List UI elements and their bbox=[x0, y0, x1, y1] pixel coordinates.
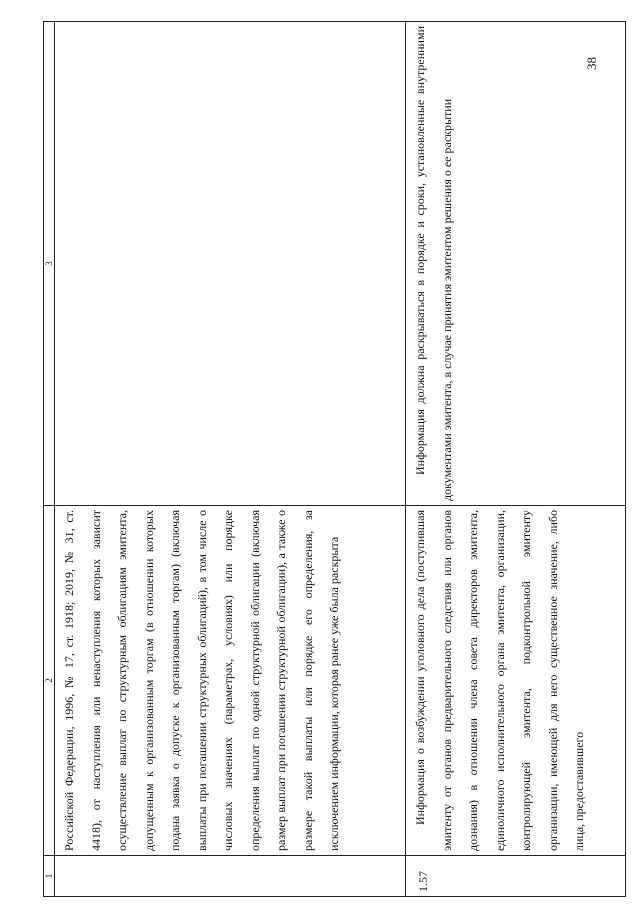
row-number: 1.57 bbox=[406, 856, 626, 897]
row-number bbox=[55, 856, 406, 897]
table-row bbox=[55, 22, 406, 897]
row-disclosure-rule: Информация должна раскрываться в порядке и сроки, установленные внутренними документами эмитента, в случае принятия эмитентом решения о ее раскрытии bbox=[406, 22, 626, 506]
rotated-table-wrapper bbox=[43, 26, 586, 897]
header-col-1: 1 bbox=[44, 856, 55, 897]
disclosure-table bbox=[43, 21, 626, 897]
page-number: 38 bbox=[584, 57, 599, 70]
row-disclosure-rule bbox=[55, 22, 406, 506]
header-col-3: 3 bbox=[44, 22, 55, 506]
table-header-row bbox=[44, 22, 55, 897]
row-description: Российской Федерации, 1996, № 17, ст. 1918; 2019, № 31, ст. 4418), от наступления или ненаступления которых зависит осуществление выплат по структурным облигациям эмитента, допущенным к организованным торгам (в отношении которых подана заявка о допуске к организованным торгам) (включая выплаты при погашении структурных облигаций), в том числе о числовых значениях (параметрах, условиях) или порядке определения выплат по одной структурной облигации (включая размер выплат при погашении структурной облигации), а также о размере такой выплаты или порядке его определения, за исключением информации, которая ранее уже была раскрыта bbox=[55, 506, 406, 856]
header-col-2: 2 bbox=[44, 506, 55, 856]
row-description: Информация о возбуждении уголовного дела (поступившая эмитенту от органов предварительного следствия или органов дознания) в отношении члена совета директоров эмитента, единоличного исполнительного органа эмитента, организации, контролирующей эмитента, подконтрольной эмитенту организации, имеющей для него существенное значение, либо лица, предоставившего bbox=[406, 506, 626, 856]
table-row bbox=[406, 22, 626, 897]
